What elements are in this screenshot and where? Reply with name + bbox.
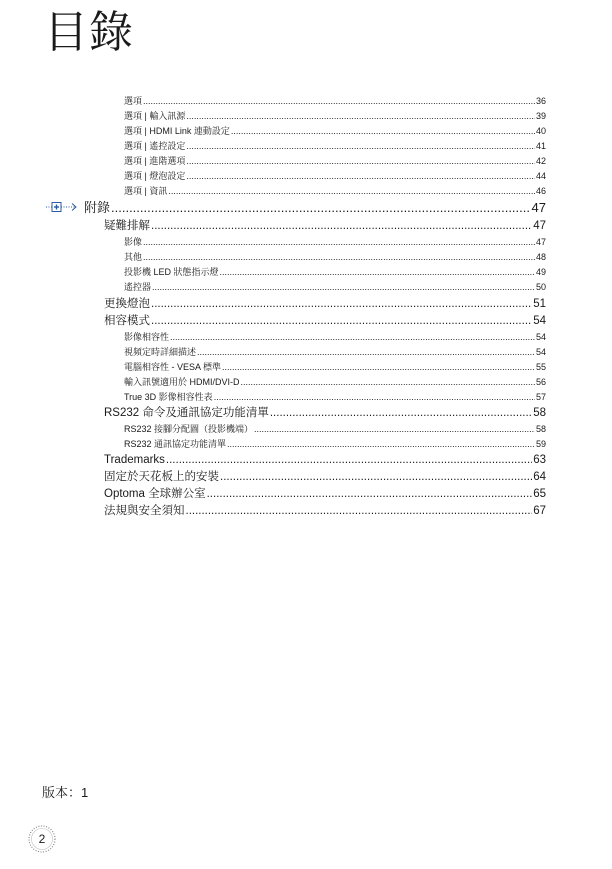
toc-entry-page: 50 xyxy=(535,282,546,292)
toc-entry[interactable] xyxy=(124,110,546,122)
dot-leader xyxy=(270,406,532,421)
toc-entry[interactable] xyxy=(124,438,546,450)
toc-entry-label: 其他 xyxy=(124,252,143,262)
toc-entry-label: 選項 | 遙控設定 xyxy=(124,141,186,151)
dot-leader xyxy=(111,200,531,216)
toc-entry-page: 44 xyxy=(535,171,546,181)
toc-entry-page: 64 xyxy=(533,471,546,483)
toc-entry-page: 55 xyxy=(535,362,546,372)
dot-leader xyxy=(220,266,535,278)
toc-entry[interactable] xyxy=(124,346,546,358)
toc-entry-label: True 3D 影像相容性表 xyxy=(124,392,213,402)
toc-entry[interactable] xyxy=(124,140,546,152)
toc-entry-page: 65 xyxy=(533,488,546,500)
toc-entry-section[interactable] xyxy=(104,504,546,519)
dot-leader xyxy=(168,185,535,197)
toc-entry[interactable] xyxy=(124,95,546,107)
toc-entry-page: 54 xyxy=(535,332,546,342)
toc-entry-label: 選項 xyxy=(124,96,143,106)
toc-entry-label: 遙控器 xyxy=(124,282,152,292)
dot-leader xyxy=(197,346,535,358)
toc-entry-page: 51 xyxy=(533,298,546,310)
dot-leader xyxy=(220,470,532,485)
toc-entry-label: 視頻定時詳細描述 xyxy=(124,347,197,357)
toc-entry-page: 46 xyxy=(535,186,546,196)
toc-entry-label: 選項 | 輸入訊源 xyxy=(124,111,186,121)
toc-entry-page: 39 xyxy=(535,111,546,121)
toc-entry-section[interactable] xyxy=(104,470,546,485)
toc-entry[interactable] xyxy=(124,236,546,248)
page-number-badge xyxy=(27,824,57,854)
toc-entry-label: RS232 接腳分配圖（投影機端） xyxy=(124,424,254,434)
toc-entry-section[interactable] xyxy=(104,297,546,312)
dot-leader xyxy=(231,125,535,137)
toc-entry-label: RS232 通訊協定功能清單 xyxy=(124,439,227,449)
toc-entry-section[interactable] xyxy=(104,219,546,234)
page-title: 目錄 xyxy=(44,8,134,57)
toc-entry-section[interactable] xyxy=(104,314,546,329)
toc-entry-page: 47 xyxy=(533,220,546,232)
toc-entry-page: 67 xyxy=(533,505,546,517)
toc-entry[interactable] xyxy=(124,125,546,137)
toc-entry-label: 更換燈泡 xyxy=(104,298,150,310)
toc-entry-page: 56 xyxy=(535,377,546,387)
toc-entry-label: Trademarks xyxy=(104,454,165,466)
dot-leader xyxy=(151,297,532,312)
toc-entry[interactable] xyxy=(124,185,546,197)
toc-entry-label: 電腦相容性 - VESA 標準 xyxy=(124,362,222,372)
dot-leader xyxy=(152,281,535,293)
page-number: 2 xyxy=(38,832,46,846)
toc-entry-label: 選項 | 資訊 xyxy=(124,186,168,196)
toc-entry-page: 49 xyxy=(535,267,546,277)
dot-leader xyxy=(186,504,533,519)
toc-entry-page: 57 xyxy=(535,392,546,402)
toc-entry[interactable] xyxy=(124,155,546,167)
dot-leader xyxy=(254,423,535,435)
toc-entry-page: 36 xyxy=(535,96,546,106)
dot-leader xyxy=(186,110,535,122)
toc-entry-label: 選項 | 進階選項 xyxy=(124,156,186,166)
dot-leader xyxy=(151,219,532,234)
dot-leader xyxy=(227,438,535,450)
toc-entry[interactable] xyxy=(124,170,546,182)
toc-entry-page: 54 xyxy=(533,315,546,327)
toc-entry-label: 投影機 LED 狀態指示燈 xyxy=(124,267,219,277)
toc-entry-label: 疑難排解 xyxy=(104,220,150,232)
toc-entry-page: 63 xyxy=(533,454,546,466)
toc-entry-page: 58 xyxy=(535,424,546,434)
toc-entry-label: Optoma 全球辦公室 xyxy=(104,488,206,500)
toc-entry-label: 影像相容性 xyxy=(124,332,170,342)
toc-entry-page: 47 xyxy=(531,200,546,215)
dot-leader xyxy=(166,453,532,468)
toc-entry-chapter[interactable] xyxy=(84,200,546,216)
toc-entry-page: 58 xyxy=(533,407,546,419)
dot-leader xyxy=(214,391,535,403)
toc-entry[interactable] xyxy=(124,376,546,388)
toc-entry-label: RS232 命令及通訊協定功能清單 xyxy=(104,407,269,419)
toc-entry-label: 影像 xyxy=(124,237,143,247)
toc-entry-page: 59 xyxy=(535,439,546,449)
version-label: 版本：1 xyxy=(42,785,89,800)
toc-entry-label: 附錄 xyxy=(84,200,111,215)
dot-leader xyxy=(170,331,535,343)
toc-entry-page: 48 xyxy=(535,252,546,262)
toc-entry[interactable] xyxy=(124,266,546,278)
toc-entry[interactable] xyxy=(124,331,546,343)
toc-entry-label: 選項 | 燈泡設定 xyxy=(124,171,186,181)
toc-entry[interactable] xyxy=(124,361,546,373)
toc-entry[interactable] xyxy=(124,391,546,403)
dot-leader xyxy=(186,140,535,152)
dot-leader xyxy=(241,376,535,388)
toc-entry-page: 42 xyxy=(535,156,546,166)
toc-entry-label: 選項 | HDMI Link 連動設定 xyxy=(124,126,230,136)
dot-leader xyxy=(143,236,535,248)
toc-entry-label: 輸入訊號適用於 HDMI/DVI-D xyxy=(124,377,240,387)
dot-leader xyxy=(186,170,535,182)
dot-leader xyxy=(186,155,535,167)
toc-entry-section[interactable] xyxy=(104,406,546,421)
toc-entry-label: 相容模式 xyxy=(104,315,150,327)
toc-entry-page: 54 xyxy=(535,347,546,357)
toc-entry-section[interactable] xyxy=(104,487,546,502)
toc-entry[interactable] xyxy=(124,281,546,293)
toc-entry[interactable] xyxy=(124,423,546,435)
toc-entry-page: 47 xyxy=(535,237,546,247)
dot-leader xyxy=(222,361,535,373)
dot-leader xyxy=(151,314,532,329)
toc-entry-page: 40 xyxy=(535,126,546,136)
toc-entry-label: 固定於天花板上的安裝 xyxy=(104,471,219,483)
expand-plus-arrow-icon[interactable] xyxy=(46,201,82,213)
toc-entry-section[interactable] xyxy=(104,453,546,468)
dot-leader xyxy=(207,487,533,502)
dot-leader xyxy=(143,95,535,107)
toc-entry-label: 法規與安全須知 xyxy=(104,505,185,517)
toc-entry[interactable] xyxy=(124,251,546,263)
dot-leader xyxy=(143,251,535,263)
toc-entry-page: 41 xyxy=(535,141,546,151)
